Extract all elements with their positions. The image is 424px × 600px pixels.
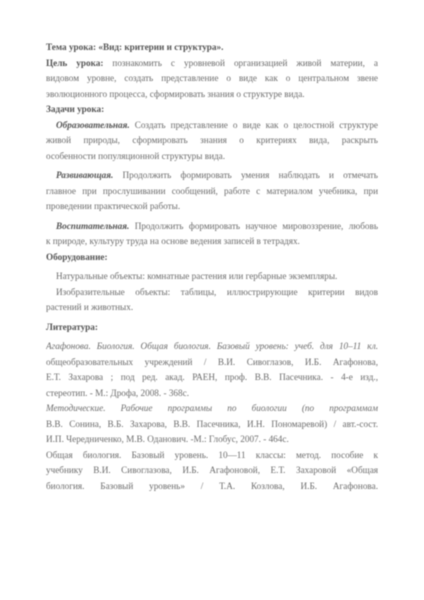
goal-text-1: познакомить с уровневой организацией живой материи, а [112,57,378,68]
document-page [46,40,378,494]
task-upbringing-line-1 [46,219,378,235]
task-developing-text-1: Продолжить формировать умения наблюдать и отмечать [122,170,378,180]
literature-line-2: общеобразовательных учреждений / В.И. Сивоглазов, И.Б. Агафонова, [46,356,378,367]
task-upbringing-label: Воспитательная. [56,220,130,231]
goal-line-2: видовом уровне, создать представление о виде как о центральном звене [46,73,378,83]
task-developing-label: Развивающая. [56,170,114,180]
goal-line-3: эволюционного процесса, сформировать знания о структуре вида. [46,88,305,99]
literature-line-4: стереотип. - М.: Дрофа, 2008. - 368с. [46,387,189,398]
literature-line-5: Методические. Рабочие программы по биологии (по программам [46,403,378,413]
literature-line-8: Общая биология. Базовый уровень. 10—11 классы: метод. пособие к [46,449,378,460]
literature-line-10: биология. Базовый уровень» / Т.А. Козлова, И.Б. Агафонова. [46,480,378,491]
literature-line-3: Е.Т. Захарова ; под ред. акад. РАЕН, проф. В.В. Пасечника. - 4-е изд., [46,372,378,382]
topic-line [46,40,378,56]
task-educational-text-1: Создать представление о виде как о целостной структуре [134,119,378,130]
topic-label: Тема урока: [46,42,97,52]
literature-line-9: учебнику В.И. Сивоглазова, И.Б. Агафоновой, Е.Т. Захаровой «Общая [46,465,378,475]
literature-heading: Литература: [46,321,98,332]
task-educational-label: Образовательная. [56,119,130,130]
task-developing-line-1 [46,168,378,184]
tasks-heading: Задачи урока: [46,104,105,114]
topic-value: «Вид: критерии и структура». [98,42,224,52]
goal-label: Цель урока: [46,57,104,68]
task-developing-line-3: проведении практической работы. [46,201,181,211]
equipment-line-1: Натуральные объекты: комнатные растения или гербарные экземпляры. [56,271,338,281]
task-educational-line-3: особенности популяционной структуры вида. [46,150,226,161]
task-upbringing-line-2: к природе, культуру труда на основе ведения записей в тетрадях. [46,236,300,246]
task-educational-line-2: живой природы, сформировать знания о критериях вида, раскрыть [46,135,378,145]
task-developing-line-2: главное при прослушивании сообщений, работе с материалом учебника, при [46,185,378,196]
literature-line-6: В.В. Сонина, В.Б. Захарова, В.В. Пасечника, И.Н. Пономаревой) / авт.-сост. [46,418,378,429]
goal-line-1 [46,56,378,72]
equipment-heading: Оборудование: [46,251,108,262]
task-upbringing-text-1: Продолжить формировать научное мировоззрение, любовь [134,220,378,231]
literature-line-7: И.П. Чередниченко, М.В. Оданович. -М.: Глобус, 2007. - 464с. [46,434,289,444]
literature-line-1: Агафонова. Биология. Общая биология. Базовый уровень: учеб. для 10–11 кл. [46,341,378,351]
equipment-line-2: Изобразительные объекты: таблицы, иллюстрирующие критерии видов [56,286,378,297]
task-educational-line-1 [46,118,378,134]
equipment-line-3: растений и животных. [46,302,134,312]
